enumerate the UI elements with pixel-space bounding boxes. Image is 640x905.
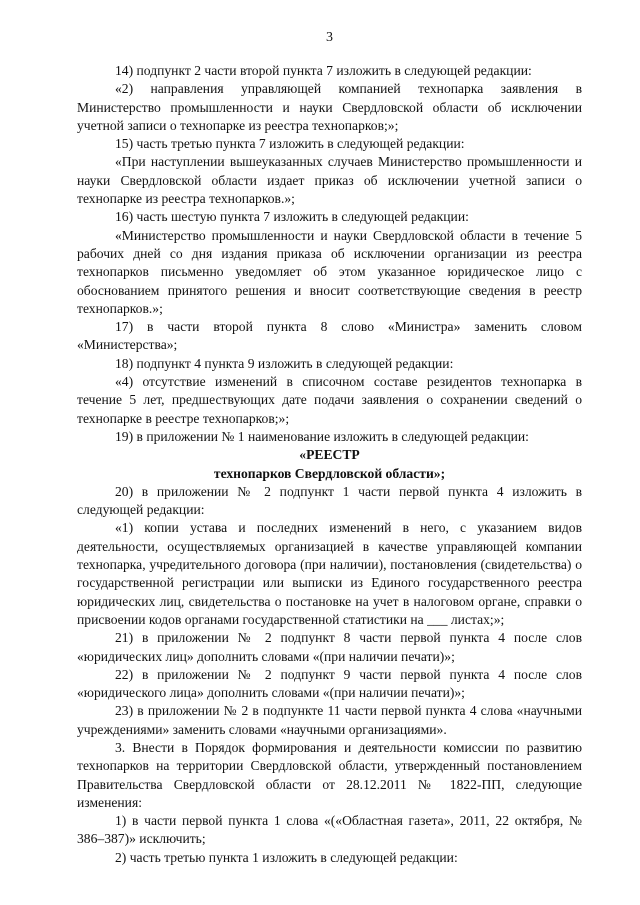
paragraph: 19) в приложении № 1 наименование изложить в следующей редакции: xyxy=(115,428,529,444)
paragraph: 1) в части первой пункта 1 слова «(«Областная газета», 2011, 22 октября, № 386–387)» исключить; xyxy=(77,813,582,847)
paragraph: 18) подпункт 4 пункта 9 изложить в следующей редакции: xyxy=(115,355,454,371)
paragraph: 16) часть шестую пункта 7 изложить в следующей редакции: xyxy=(115,209,469,225)
document-body xyxy=(77,62,582,867)
paragraph: 3. Внести в Порядок формирования и деятельности комиссии по развитию технопарков на территории Свердловской области, утвержденный постановлением Правительства Свердловской области от 28.12.2011 № 1822-ПП, следующие изменения: xyxy=(77,739,582,810)
paragraph: «1) копии устава и последних изменений в него, с указанием видов деятельности, осуществляемых организацией в качестве управляющей компании технопарка, учредительного договора (при наличии), постановления (свидетельства) о государственной регистрации или выписки из Единого государственного реестра юридических лиц, свидетельства о постановке на учет в налоговом органе, справки о присвоении кодов органами государственной статистики на ___ листах;»; xyxy=(77,520,582,627)
paragraph: 21) в приложении № 2 подпункт 8 части первой пункта 4 после слов «юридических лиц» дополнить словами «(при наличии печати)»; xyxy=(77,630,582,664)
registry-title-line1: «РЕЕСТР xyxy=(299,447,360,463)
page-number: 3 xyxy=(326,30,333,45)
paragraph: «При наступлении вышеуказанных случаев Министерство промышленности и науки Свердловской области издает приказ об исключении учетной записи о технопарке из реестра технопарков.»; xyxy=(77,154,582,207)
paragraph: 23) в приложении № 2 в подпункте 11 части первой пункта 4 слова «научными учреждениями» заменить словами «научными организациями». xyxy=(77,703,582,737)
paragraph: 14) подпункт 2 части второй пункта 7 изложить в следующей редакции: xyxy=(115,63,532,78)
paragraph: «Министерство промышленности и науки Свердловской области в течение 5 рабочих дней со дня издания приказа об исключении организации из реестра технопарков письменно уведомляет об этом указанное юридическое лицо с обоснованием принятого решения и вносит соответствующие сведения в реестр технопарков.»; xyxy=(77,227,582,316)
paragraph: 22) в приложении № 2 подпункт 9 части первой пункта 4 после слов «юридического лица» дополнить словами «(при наличии печати)»; xyxy=(77,666,582,701)
paragraph: «2) направления управляющей компанией технопарка заявления в Министерство промышленности и науки Свердловской области об исключении учетной записи о технопарке из реестра технопарков;»; xyxy=(77,81,582,133)
paragraph: 20) в приложении № 2 подпункт 1 части первой пункта 4 изложить в следующей редакции: xyxy=(77,483,582,518)
registry-title-line2: технопарков Свердловской области»; xyxy=(213,465,446,481)
paragraph: 15) часть третью пункта 7 изложить в следующей редакции: xyxy=(115,136,465,152)
paragraph: 17) в части второй пункта 8 слово «Министра» заменить словом «Министерства»; xyxy=(77,319,582,353)
paragraph: «4) отсутствие изменений в списочном составе резидентов технопарка в течение 5 лет, предшествующих дате подачи заявления о сохранении сведений о технопарке в реестре технопарков;»; xyxy=(77,374,582,426)
paragraph: 2) часть третью пункта 1 изложить в следующей редакции: xyxy=(115,849,458,865)
